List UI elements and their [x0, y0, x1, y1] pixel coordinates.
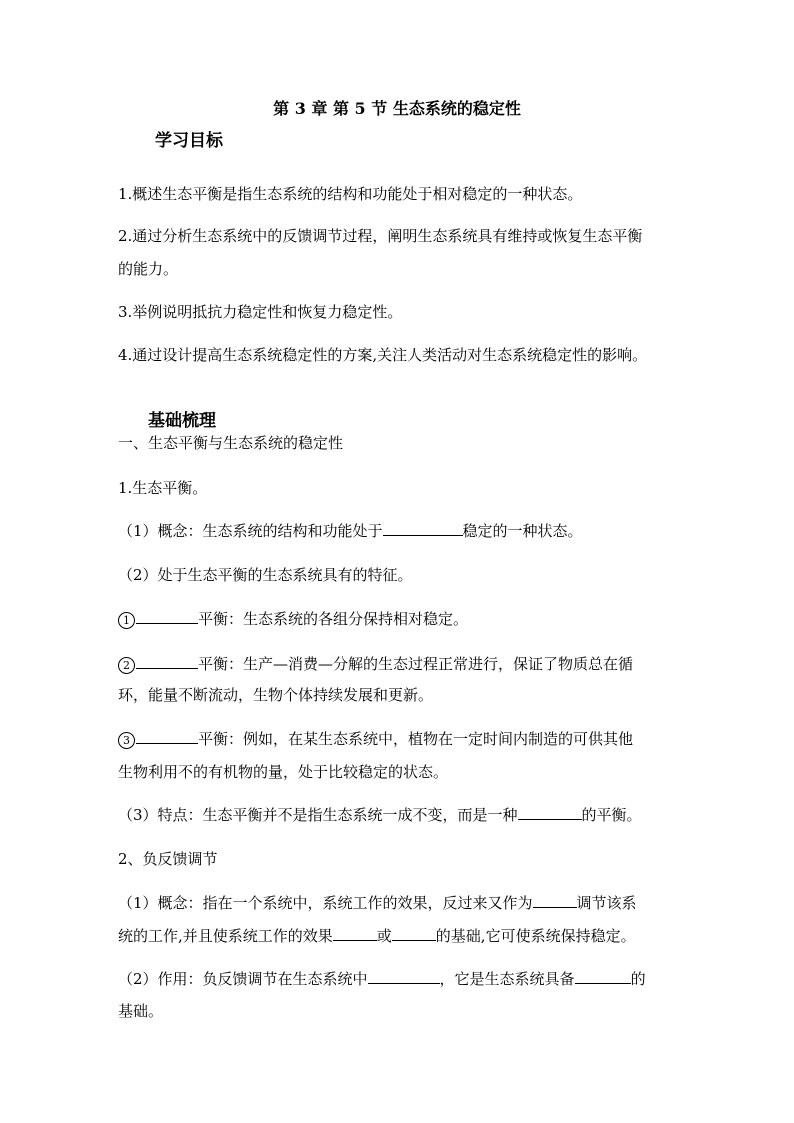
goals-heading: 学习目标 [155, 131, 223, 151]
nf2-text-b: 或 [376, 927, 392, 945]
blank-field[interactable] [368, 969, 440, 984]
goal-item-3: 3.举例说明抵抗力稳定性和恢复力稳定性。 [118, 303, 403, 321]
feature-item-2-cont: 环，能量不断流动，生物个体持续发展和更新。 [118, 686, 434, 704]
nf-text-a: （1）概念：指在一个系统中，系统工作的效果，反过来又作为 [118, 894, 533, 912]
section-1-heading: 一、生态平衡与生态系统的稳定性 [118, 434, 344, 452]
trait-text-a: （3）特点：生态平衡并不是指生态系统一成不变，而是一种 [118, 806, 518, 824]
feature-item-3 [118, 729, 633, 749]
feature-item-1 [118, 609, 468, 629]
role-text-a: （2）作用：负反馈调节在生态系统中 [118, 970, 368, 988]
section-2-heading: 2、负反馈调节 [118, 850, 218, 868]
nf-concept-line [118, 893, 637, 913]
circled-number-2: 2 [118, 657, 135, 674]
blank-field[interactable] [518, 805, 582, 820]
trait-text-b: 的平衡。 [581, 806, 642, 824]
feature-item-1-text: 平衡：生态系统的各组分保持相对稳定。 [198, 610, 469, 628]
role-text-b: ，它是生态系统具备 [439, 970, 575, 988]
role-cont: 基础。 [118, 1002, 164, 1020]
concept-line [118, 521, 583, 541]
page-title: 第 3 章 第 5 节 生态系统的稳定性 [273, 99, 521, 118]
blank-field[interactable] [575, 969, 631, 984]
nf-text-b: 调节该系 [576, 894, 637, 912]
feature-line: （2）处于生态平衡的生态系统具有的特征。 [118, 566, 413, 584]
goal-item-2-cont: 的能力。 [118, 260, 179, 278]
feature-item-3-text: 平衡：例如，在某生态系统中，植物在一定时间内制造的可供其他 [198, 730, 634, 748]
circled-number-3: 3 [118, 732, 135, 749]
feature-item-2-text: 平衡：生产—消费—分解的生态过程正常进行，保证了物质总在循 [198, 655, 634, 673]
role-line [118, 969, 646, 989]
nf2-text-a: 统的工作,并且使系统工作的效果 [118, 927, 333, 945]
blank-field[interactable] [383, 521, 463, 536]
trait-line [118, 805, 642, 825]
goal-item-2: 2.通过分析生态系统中的反馈调节过程，阐明生态系统具有维持或恢复生态平衡 [118, 227, 643, 245]
blank-field[interactable] [136, 654, 198, 669]
blank-field[interactable] [392, 926, 436, 941]
nf-concept-line-2 [118, 926, 636, 946]
sub-1-heading: 1.生态平衡。 [118, 479, 208, 497]
blank-field[interactable] [533, 893, 577, 908]
circled-number-1: 1 [118, 612, 135, 629]
blank-field[interactable] [136, 729, 198, 744]
role-text-c: 的 [630, 970, 646, 988]
basics-heading: 基础梳理 [148, 411, 216, 431]
feature-item-2 [118, 654, 633, 674]
concept-text-a: （1）概念：生态系统的结构和功能处于 [118, 522, 383, 540]
feature-item-3-cont: 生物利用不的有机物的量，处于比较稳定的状态。 [118, 763, 449, 781]
goal-item-1: 1.概述生态平衡是指生态系统的结构和功能处于相对稳定的一种状态。 [118, 185, 583, 203]
nf2-text-c: 的基础,它可使系统保持稳定。 [435, 927, 636, 945]
blank-field[interactable] [333, 926, 377, 941]
goal-item-4: 4.通过设计提高生态系统稳定性的方案,关注人类活动对生态系统稳定性的影响。 [118, 346, 648, 364]
blank-field[interactable] [136, 609, 198, 624]
concept-text-b: 稳定的一种状态。 [462, 522, 583, 540]
